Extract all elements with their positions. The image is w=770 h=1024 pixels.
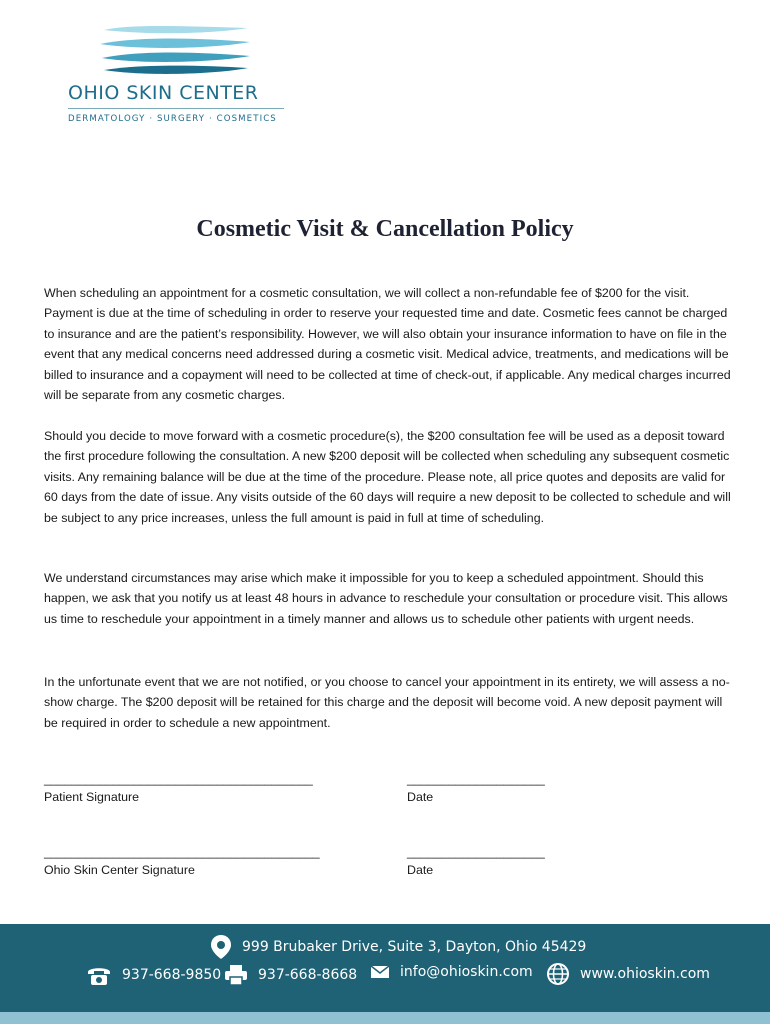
footer-website[interactable]	[546, 962, 710, 986]
phone-text: 937-668-9850	[122, 967, 222, 983]
phone-icon	[86, 964, 112, 986]
website-text: www.ohioskin.com	[580, 966, 710, 982]
ohio-skin-center-logo	[68, 22, 288, 132]
paragraph-rescheduling: We understand circumstances may arise which make it impossible for you to keep a scheduled appointment. Should this happen, we ask that you notify us at least 48 hours in advance to reschedule your consultation or procedure visit. This allows us time to reschedule your appointment in a timely manner and allows us to schedule other patients with urgent needs.	[44, 571, 728, 626]
page-title: Cosmetic Visit & Cancellation Policy	[196, 216, 574, 242]
fax-icon	[224, 964, 248, 986]
fax-text: 937-668-8668	[258, 967, 358, 983]
contact-footer	[0, 924, 770, 1014]
email-icon	[370, 964, 390, 980]
logo-waves-icon	[100, 22, 250, 76]
patient-date-label: Date	[407, 790, 434, 804]
logo-name: OHIO SKIN CENTER	[68, 82, 259, 104]
patient-signature-label: Patient Signature	[44, 790, 140, 804]
center-date-label: Date	[407, 863, 434, 877]
center-signature-label: Ohio Skin Center Signature	[44, 863, 195, 877]
logo-divider	[68, 108, 284, 109]
footer-accent-strip	[0, 1012, 770, 1024]
footer-phone[interactable]	[86, 964, 221, 986]
footer-email[interactable]	[370, 964, 533, 980]
paragraph-no-show: In the unfortunate event that we are not notified, or you choose to cancel your appointment in its entirety, we will assess a no-show charge. The $200 deposit will be retained for this charge and the deposit will become void. A new deposit payment will be required in order to schedule a new appointment.	[44, 675, 730, 730]
logo-tagline: DERMATOLOGY · SURGERY · COSMETICS	[68, 114, 277, 124]
address-text: 999 Brubaker Drive, Suite 3, Dayton, Ohio 45429	[242, 939, 587, 955]
center-signature-line: ________________________________________	[44, 845, 320, 859]
email-text: info@ohioskin.com	[400, 964, 533, 980]
footer-fax[interactable]	[224, 964, 357, 986]
footer-address	[210, 934, 586, 960]
paragraph-consultation-fee: When scheduling an appointment for a cosmetic consultation, we will collect a non-refundable fee of $200 for the visit. Payment is due at the time of scheduling in order to reserve your requested time and date. Cosmetic fees cannot be charged to insurance and are the patient’s responsibility. However, we will also obtain your insurance information to have on file in the event that any medical concerns need addressed during a cosmetic visit. Medical advice, treatments, and medications will be billed to insurance and a copayment will need to be collected at time of check-out, if applicable. Any medical charges incurred will be separate from any cosmetic charges.	[44, 286, 731, 403]
location-pin-icon	[210, 934, 232, 960]
patient-date-line: ____________________	[407, 772, 545, 786]
paragraph-deposit: Should you decide to move forward with a cosmetic procedure(s), the $200 consultation fee will be used as a deposit toward the first procedure following the consultation. A new $200 deposit will be collected when scheduling any subsequent cosmetic visits. Any remaining balance will be due at the time of the procedure. Please note, all price quotes and deposits are valid for 60 days from the date of issue. Any visits outside of the 60 days will require a new deposit to be collected to schedule and will be subject to any price increases, unless the full amount is paid in full at time of scheduling.	[44, 429, 731, 525]
patient-signature-line: _______________________________________	[44, 772, 313, 786]
globe-icon	[546, 962, 570, 986]
center-date-line: ____________________	[407, 845, 545, 859]
